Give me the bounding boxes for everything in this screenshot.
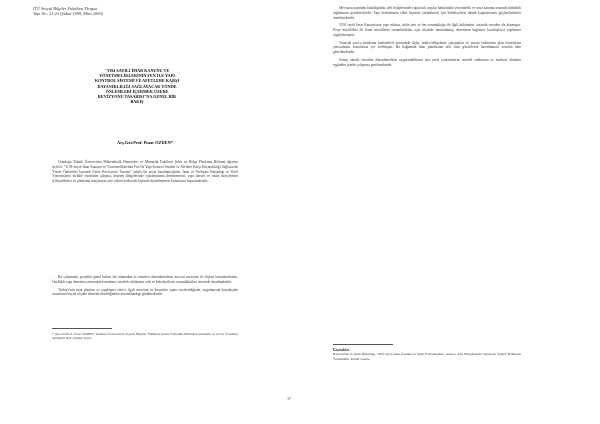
- right-footnote: [333, 348, 521, 361]
- body-paragraph: Türkiye'nin imar planları ve yapılaşma süreci, ilgili mevzuat ve kurumlar yapısı incelendiğinde, uygulamada karşılaşılan sorunların büyük ölçüde denetim eksikliğinden kaynaklandığı görülmektedir.: [52, 287, 238, 297]
- title-line: BAKIŞ: [130, 99, 144, 105]
- body-paragraph: Tasarıda ayrıca planlama kademeleri arasındaki ilişki, mikro-bölgeleme çalışmaları ve zemin etütlerinin plan kararlarına yansıtılması konularına yer verilmiştir. Bu bağlamda imar planlarının afet riski gözetilerek hazırlanması zorunlu hale getirilmektedir.: [333, 40, 521, 54]
- title-line: KONTROL SİSTEMİ VE AFETLERE KARŞI: [94, 78, 180, 84]
- title-line: REVİZYONU TASARISI"NA GENEL BİR: [97, 94, 177, 100]
- abstract-paragraph: Ortadoğu Teknik Üniversitesi Mühendislik Hizmetleri ve Mimarlık Fakültesi Şehir ve Bölge Planlama Bölümü öğretim üyeleri, "3194 Sayılı İmar Kanunu ve Yönetmeliklerinin Fen İle Yapı Kontrol Sistemi ve Afetlere Karşı Dayanıklılığı Sağlayacak Yönde Önlemleri İçermek Üzere Revizyonu Tasarısı" adıyla bir proje hazırlamışlardır. İmar ve Yerleşme Bakanlığı ve Yerel Yönetimlerle birlikte yürütülen çalışma, deprem bölgelerinde yapılaşmanın denetlenmesi, yapı ruhsatı ve iskân süreçlerinin iyileştirilmesi ve planlama araçlarının afet riskini azaltacak biçimde düzenlenmesi konularını kapsamaktadır.: [52, 160, 238, 183]
- footnote-heading: Kaynaklar: [333, 348, 350, 352]
- footnote-divider: [333, 344, 393, 345]
- title-line: ÖNLEMLERİ İÇERMEK ÜZERE: [105, 88, 169, 94]
- body-paragraph: Bu çalışmada, projenin genel hatları ele alınmakta ve önerilen düzenlemelerin mevcut mevzuat ile ilişkisi tartışılmaktadır. Özellikle yapı denetimi sisteminin kurulması, meslek odalarının rolü ve belediyelerin sorumlulukları üzerinde durulmaktadır.: [52, 275, 238, 284]
- journal-name: İTÜ Sosyal Bilgiler Fakültesi Dergisi: [33, 6, 98, 11]
- title-line: "3194 SAYILI İMAR KANUNU VE: [104, 68, 170, 73]
- right-body: [333, 6, 521, 70]
- page-number: 17: [287, 396, 292, 401]
- body-paragraph: Sonuç olarak, önerilen düzenlemelerin uygulanabilmesi için yerel yönetimlerin, meslek odalarının ve merkezi idarenin eşgüdüm içinde çalışması gerekmektedir.: [333, 57, 521, 67]
- author-name: Arş.Gör.Prof. Pınar ÖZDEN*: [117, 140, 173, 145]
- left-footnote: * Arş.Gör.Prof. Pınar ÖZDEN, İstanbul Üniversitesi Siyasal Bilgiler Fakültesi Kamu Yönetimi Bölümü Kentleşme ve Çevre Sorunları Anabilim Dalı öğretim üyesi.: [52, 332, 238, 341]
- title-line: DAYANIKLILIĞI SAĞLAYACAK YÖNDE: [97, 83, 177, 89]
- body-paragraph: 3194 sayılı İmar Kanunu'nun yapı ruhsatı, iskân izni ve fen sorumluluğu ile ilgili hükümleri, tasarıda yeniden ele alınmıştır. Proje müellifleri ile fenni mesullerin sorumlulukları açık biçimde tanımlanmış, denetimin bağımsız kuruluşlarca yapılması öngörülmüştür.: [333, 23, 521, 37]
- footnote-divider: [52, 328, 112, 329]
- journal-header: [33, 6, 203, 16]
- article-title: [62, 68, 212, 104]
- footnote-text: Bayındırlık ve İskan Bakanlığı, 3194 Sayılı İmar Kanunu ve İlgili Yönetmelikler, Ankara. Afet Bölgelerinde Yapılacak Yapılar Hakkında Yönetmelik, Resmi Gazete.: [333, 352, 521, 361]
- title-line: YÖNETMELİKLERİNİN FEN İLE YAPI: [99, 73, 175, 79]
- left-body: [52, 275, 238, 300]
- abstract-text: [52, 160, 238, 187]
- body-paragraph: Mevzuat açısından bakıldığında, afet bölgelerinde yapılacak yapılar hakkındaki yönetmelik ve imar kanunu arasında bütünlük sağlanması gerekmektedir. Yapı denetiminin etkin biçimde yürütülmesi için belediyelerin teknik kapasitesinin güçlendirilmesi önerilmektedir.: [333, 6, 521, 20]
- journal-issue: Yapı No: 21-22 (Şubat 1999, Mart 2000): [33, 11, 103, 17]
